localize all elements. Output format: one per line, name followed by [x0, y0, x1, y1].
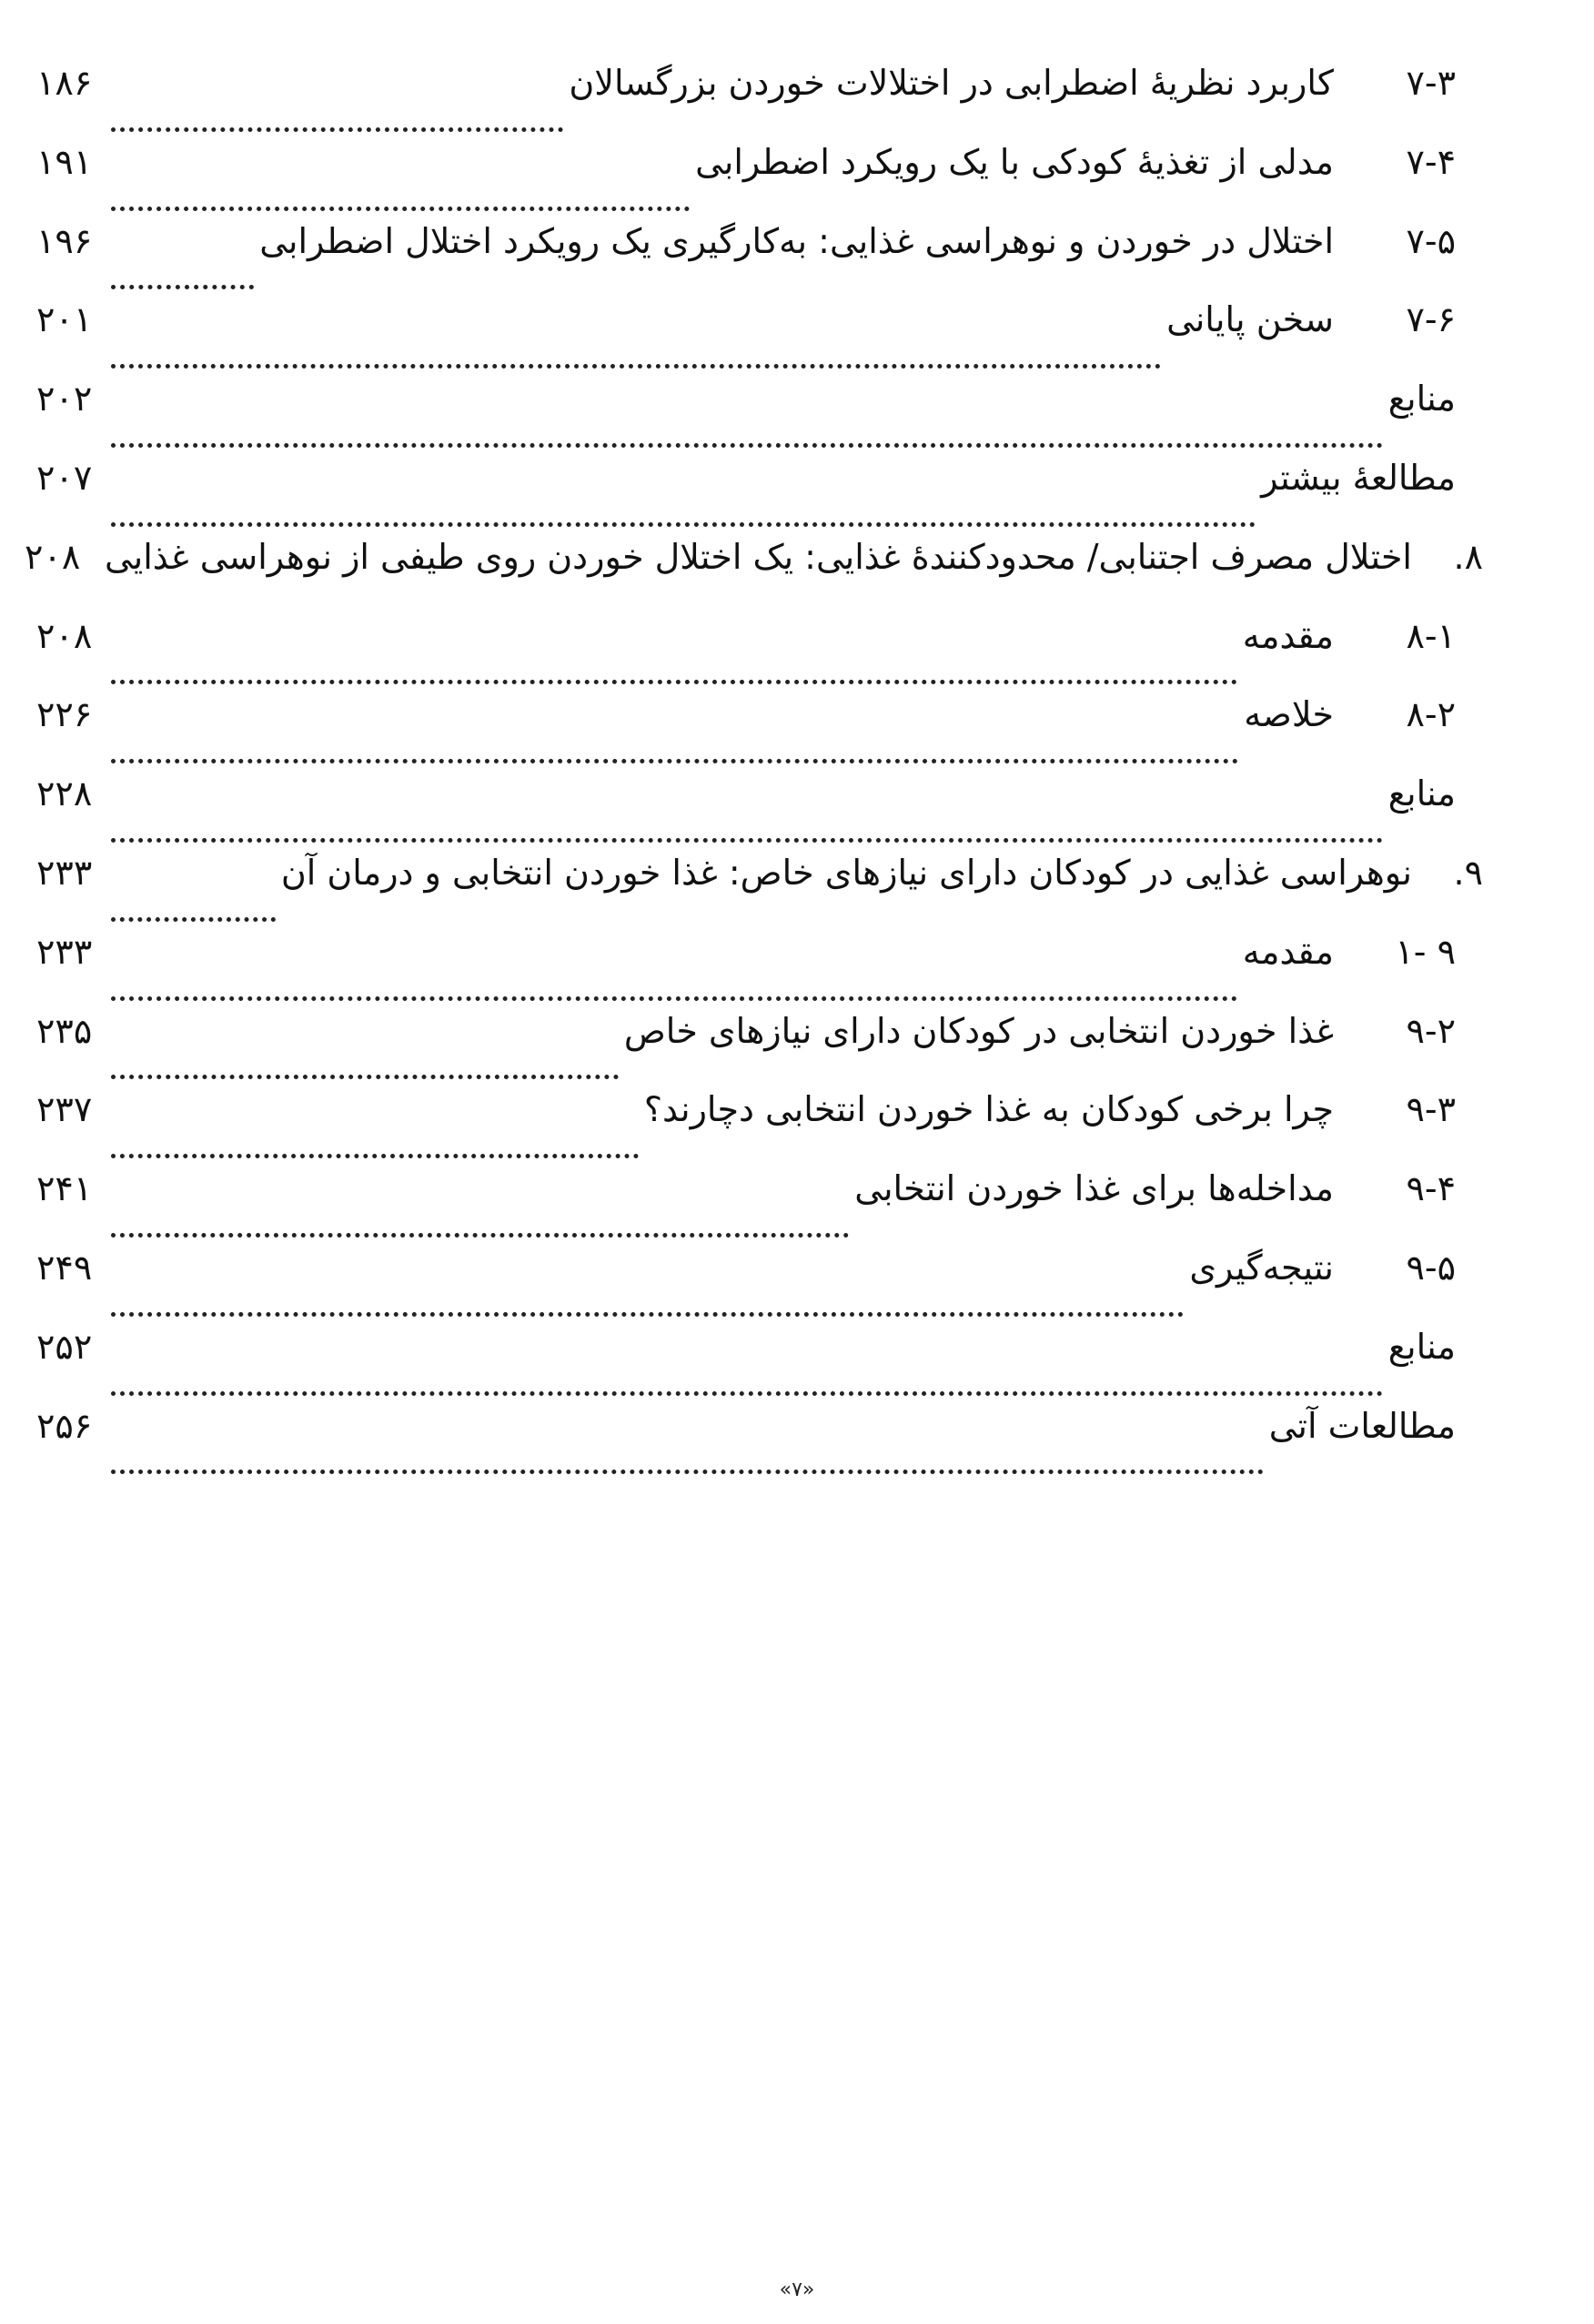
toc-entry[interactable]: [36, 141, 1456, 224]
toc-entry[interactable]: [36, 63, 1456, 145]
toc-entry-number: ۸-۱: [1406, 615, 1456, 656]
dot-leader: [111, 917, 276, 922]
dot-leader: [111, 680, 1237, 684]
toc-entry-number: ۹-۲: [1406, 1010, 1456, 1051]
toc-chapter-entry[interactable]: [36, 852, 1483, 935]
toc-entry[interactable]: [36, 457, 1456, 540]
toc-entry-page: ۲۳۳: [36, 931, 93, 972]
toc-entry-title: مقدمه: [1242, 931, 1334, 972]
dot-leader: [111, 1075, 619, 1079]
toc-entry-page: ۲۰۲: [36, 379, 93, 419]
toc-entry-title: خلاصه: [1244, 694, 1334, 735]
toc-entry-page: ۲۴۹: [36, 1247, 93, 1288]
toc-entry[interactable]: [36, 381, 1456, 460]
toc-entry[interactable]: [36, 1326, 1456, 1409]
toc-entry[interactable]: [36, 1405, 1456, 1488]
toc-entry-page: ۲۵۶: [36, 1405, 93, 1446]
toc-chapter-entry[interactable]: [25, 536, 1483, 619]
toc-entry-title: منابع: [1387, 773, 1456, 814]
dot-leader: [111, 1470, 1264, 1474]
toc-entry-page: ۲۵۲: [36, 1326, 93, 1367]
toc-entry-page: ۲۰۷: [36, 457, 93, 498]
toc-entry-number: ۷-۵: [1406, 220, 1456, 261]
toc-entry[interactable]: [36, 1168, 1456, 1250]
page-number: «۷»: [779, 2279, 815, 2301]
toc-entry-number: ۷-۳: [1406, 63, 1456, 103]
toc-entry-number: ۸-۲: [1406, 694, 1456, 735]
dot-leader: [111, 759, 1238, 763]
toc-entry-title: غذا خوردن انتخابی در کودکان دارای نیازهای خاص: [623, 1010, 1334, 1051]
toc-entry-title: منابع: [1387, 1326, 1456, 1367]
toc-entry-number: ۹-۴: [1406, 1168, 1456, 1209]
toc-entry-title: منابع: [1387, 379, 1456, 419]
toc-entry[interactable]: [36, 1247, 1456, 1329]
dot-leader: [111, 1391, 1383, 1396]
toc-entry-title: اختلال مصرف اجتنابی/ محدودکنندهٔ غذایی: یک اختلال خوردن روی طیفی از نوهراسی غذایی: [105, 536, 1412, 577]
toc-entry-title: مطالعهٔ بیشتر: [1261, 457, 1456, 498]
toc-entry-page: ۲۳۵: [36, 1010, 93, 1051]
toc-entry-page: ۲۲۸: [36, 773, 93, 814]
toc-entry-title: نوهراسی غذایی در کودکان دارای نیازهای خاص: غذا خوردن انتخابی و درمان آن: [280, 852, 1412, 893]
dot-leader: [111, 838, 1383, 843]
toc-entry[interactable]: [36, 931, 1456, 1014]
toc-entry-title: مدلی از تغذیهٔ کودکی با یک رویکرد اضطرابی: [695, 141, 1334, 182]
toc-entry-title: مقدمه: [1242, 615, 1334, 656]
toc-entry[interactable]: [36, 615, 1456, 698]
dot-leader: [111, 996, 1237, 1001]
toc-entry-title: اختلال در خوردن و نوهراسی غذایی: به‌کارگیری یک رویکرد اختلال اضطرابی: [259, 220, 1334, 261]
toc-entry-page: ۲۰۸: [36, 615, 93, 656]
toc-entry-number: ۹ -۱: [1395, 931, 1456, 972]
toc-entry-page: ۱۸۶: [36, 63, 93, 103]
dot-leader: [111, 207, 690, 211]
toc-entry-title: نتیجه‌گیری: [1189, 1247, 1334, 1288]
toc-entry-page: ۲۰۸: [25, 536, 81, 577]
toc-entry-page: ۲۴۱: [36, 1168, 93, 1209]
dot-leader: [111, 522, 1256, 527]
toc-entry-title: مداخله‌ها برای غذا خوردن انتخابی: [854, 1168, 1334, 1209]
toc-entry-number: ۸.: [1453, 536, 1483, 577]
dot-leader: [111, 1154, 639, 1158]
toc-entry[interactable]: [36, 299, 1456, 381]
toc-entry-title: چرا برخی کودکان به غذا خوردن انتخابی دچارند؟: [643, 1089, 1334, 1130]
toc-entry[interactable]: [36, 694, 1456, 776]
toc-entry-page: ۱۹۱: [36, 141, 93, 182]
dot-leader: [111, 364, 1161, 369]
toc-entry-page: ۲۳۳: [36, 852, 93, 893]
toc-entry[interactable]: [36, 1089, 1456, 1171]
table-of-contents: [25, 63, 1483, 1487]
toc-entry-number: ۹-۳: [1406, 1089, 1456, 1130]
toc-entry-page: ۲۳۷: [36, 1089, 93, 1130]
toc-entry-page: ۲۲۶: [36, 694, 93, 735]
toc-entry[interactable]: [36, 220, 1456, 303]
toc-entry-title: سخن پایانی: [1166, 299, 1334, 340]
toc-entry[interactable]: [36, 1010, 1456, 1093]
dot-leader: [111, 443, 1383, 448]
toc-entry-page: ۲۰۱: [36, 299, 93, 340]
toc-entry-number: ۹.: [1453, 852, 1483, 893]
toc-entry-title: کاربرد نظریهٔ اضطرابی در اختلالات خوردن بزرگسالان: [569, 63, 1334, 103]
toc-entry-number: ۷-۶: [1406, 299, 1456, 340]
dot-leader: [111, 127, 563, 132]
dot-leader: [111, 285, 254, 289]
dot-leader: [111, 1312, 1184, 1317]
toc-entry-number: ۷-۴: [1406, 141, 1456, 182]
toc-entry-number: ۹-۵: [1406, 1247, 1456, 1288]
toc-entry[interactable]: [36, 773, 1456, 855]
toc-entry-page: ۱۹۶: [36, 220, 93, 261]
dot-leader: [111, 1233, 849, 1238]
toc-entry-title: مطالعات آتی: [1268, 1405, 1456, 1446]
